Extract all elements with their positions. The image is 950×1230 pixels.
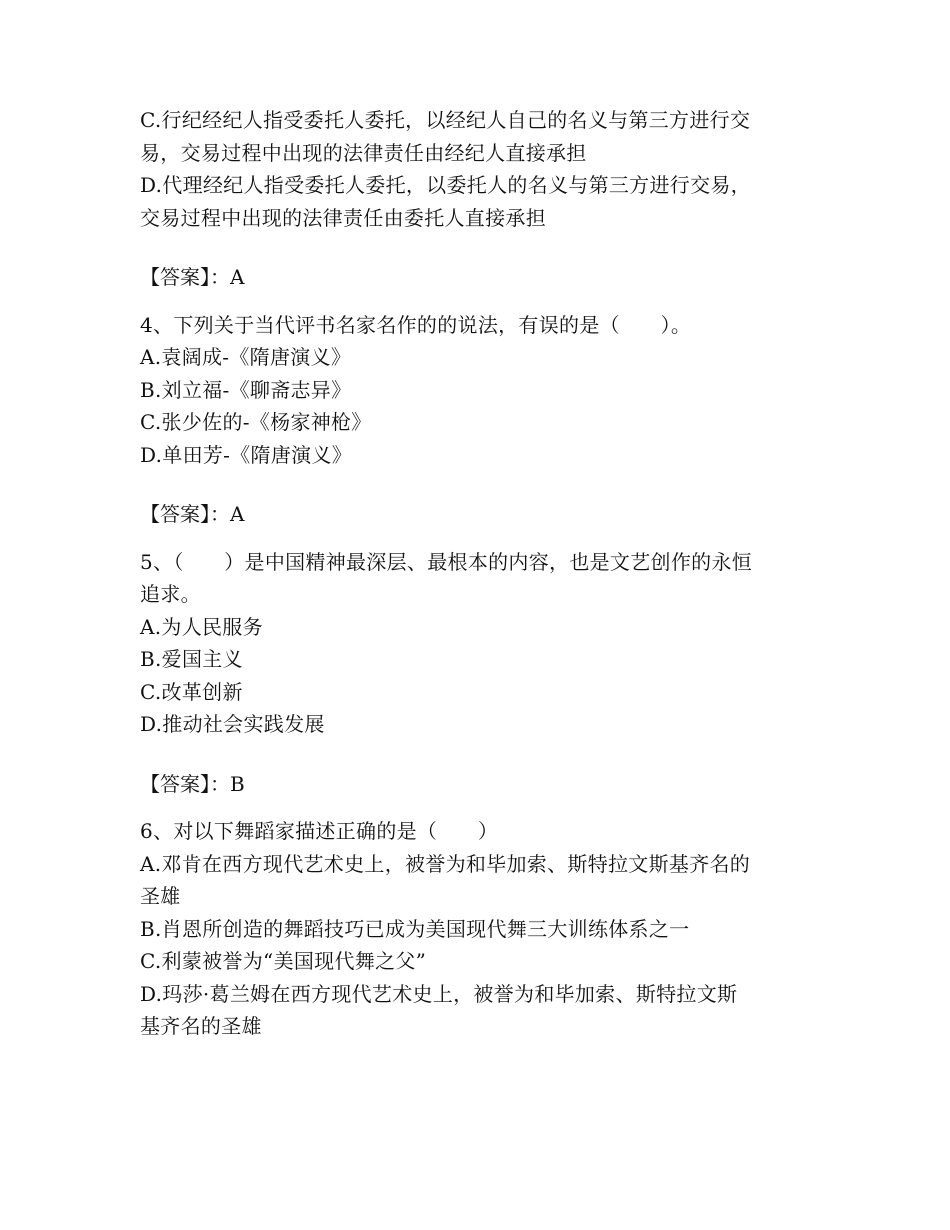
option-d: D.单田芳-《隋唐演义》 <box>140 442 353 467</box>
option-a-line2: 圣雄 <box>140 884 181 908</box>
option-c-line2: 易，交易过程中出现的法律责任由经纪人直接承担 <box>140 140 587 165</box>
option-d: D.推动社会实践发展 <box>140 712 325 736</box>
answer-q5: 【答案】：B <box>140 771 245 796</box>
question-stem: 4、下列关于当代评书名家名作的的说法，有误的是（ ）。 <box>140 312 692 337</box>
option-d-line1: D.代理经纪人指受委托人委托，以委托人的名义与第三方进行交易， <box>140 173 751 197</box>
option-d-line1: D.玛莎·葛兰姆在西方现代艺术史上，被誉为和毕加索、斯特拉文斯 <box>140 981 738 1006</box>
question-stem: 6、对以下舞蹈家描述正确的是（ ） <box>140 819 499 843</box>
option-c: C.改革创新 <box>140 679 243 704</box>
question-6 <box>140 815 810 1043</box>
question-stem-line1: 5、（ ）是中国精神最深层、最根本的内容，也是文艺创作的永恒 <box>140 549 753 574</box>
question-4 <box>140 309 810 531</box>
answer-q3: 【答案】：A <box>140 265 245 289</box>
question-3-tail <box>140 104 810 294</box>
option-b: B.爱国主义 <box>140 647 243 671</box>
question-5 <box>140 546 810 801</box>
option-d-line2: 交易过程中出现的法律责任由委托人直接承担 <box>140 205 546 230</box>
option-b: B.肖恩所创造的舞蹈技巧已成为美国现代舞三大训练体系之一 <box>140 916 690 941</box>
option-d-line2: 基齐名的圣雄 <box>140 1014 262 1038</box>
answer-q4: 【答案】：A <box>140 502 245 526</box>
option-c-line1: C.行纪经纪人指受委托人委托，以经纪人自己的名义与第三方进行交 <box>140 108 751 132</box>
option-a-line1: A.邓肯在西方现代艺术史上，被誉为和毕加索、斯特拉文斯基齐名的 <box>140 851 751 876</box>
option-c: C.利蒙被誉为“美国现代舞之父” <box>140 949 427 973</box>
option-b: B.刘立福-《聊斋志异》 <box>140 377 352 402</box>
option-a: A.袁阔成-《隋唐演义》 <box>140 345 352 369</box>
option-a: A.为人民服务 <box>140 614 263 639</box>
question-stem-line2: 追求。 <box>140 582 201 606</box>
exam-page <box>140 104 810 1043</box>
option-c: C.张少佐的-《杨家神枪》 <box>140 410 372 434</box>
